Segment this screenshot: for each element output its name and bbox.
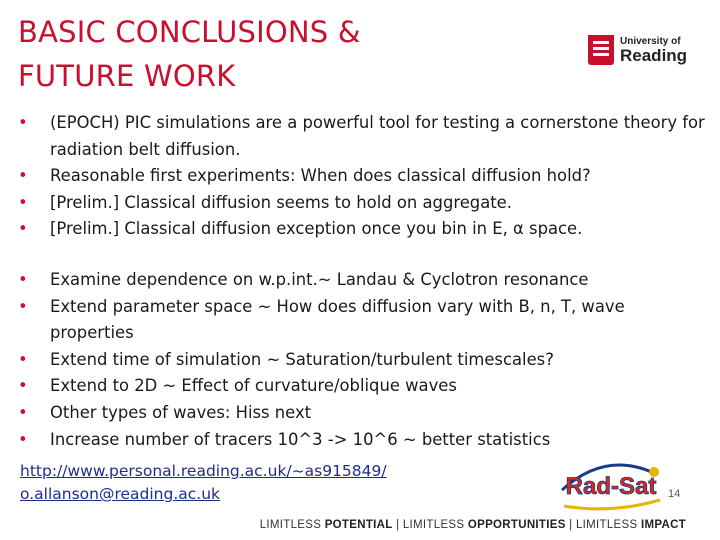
list-item: • Reasonable first experiments: When does classical diffusion hold? <box>18 163 708 190</box>
page-number: 14 <box>668 488 681 500</box>
conclusions-list <box>18 110 708 243</box>
list-item: • Increase number of tracers 10^3 -> 10^6 ~ better statistics <box>18 427 708 454</box>
website-link[interactable]: http://www.personal.reading.ac.uk/~as915849/ <box>20 462 387 480</box>
university-of-reading-logo <box>588 30 698 70</box>
contact-links <box>20 460 387 506</box>
list-item: • (EPOCH) PIC simulations are a powerful tool for testing a cornerstone theory for radiation belt diffusion. <box>18 110 708 163</box>
title-line-1: BASIC CONCLUSIONS & <box>18 15 361 49</box>
slide-title <box>18 10 538 98</box>
list-item: • [Prelim.] Classical diffusion exception once you bin in E, α space. <box>18 216 708 243</box>
rad-sat-logo <box>556 456 666 514</box>
list-item: • Extend to 2D ~ Effect of curvature/oblique waves <box>18 373 708 400</box>
title-line-2: FUTURE WORK <box>18 59 236 93</box>
logo-line-2: Reading <box>620 45 688 65</box>
logo-line-1: University of <box>620 35 681 47</box>
list-item: • Extend time of simulation ~ Saturation/turbulent timescales? <box>18 347 708 374</box>
email-link[interactable]: o.allanson@reading.ac.uk <box>20 485 221 503</box>
crest-icon <box>588 35 614 65</box>
list-item: • Other types of waves: Hiss next <box>18 400 708 427</box>
radsat-wordmark: Rad-Sat <box>565 473 657 500</box>
future-work-list <box>18 267 708 453</box>
list-item: • Extend parameter space ~ How does diffusion vary with B, n, T, wave properties <box>18 294 708 347</box>
list-item: • [Prelim.] Classical diffusion seems to hold on aggregate. <box>18 190 708 217</box>
footer-tagline: LIMITLESS POTENTIAL | LIMITLESS OPPORTUNITIES | LIMITLESS IMPACT <box>259 519 686 531</box>
radsat-swoosh-icon <box>564 500 660 509</box>
list-item: • Examine dependence on w.p.int.~ Landau & Cyclotron resonance <box>18 267 708 294</box>
